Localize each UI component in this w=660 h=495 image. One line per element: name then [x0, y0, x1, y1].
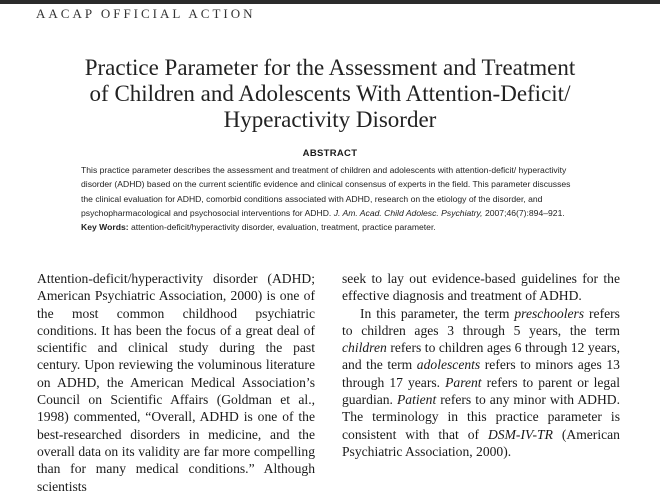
definitions-paragraph: In this parameter, the term preschoolers refers to children ages 3 through 5 years, the term children refers to children ages 6 through 12 years, and the term adolescents refers to minors ages 13 through 17 years. Parent refers to parent or legal guardian. Patient refers to any minor with ADHD. The terminology in this practice parameter is consistent with that of DSM-IV-TR (American Psychiatric Association, 2000). — [342, 305, 621, 459]
body-paragraph: seek to lay out evidence-based guidelines for the effective diagnosis and treatment of ADHD. — [342, 271, 620, 304]
header-rule — [0, 0, 660, 4]
title-line: Practice Parameter for the Assessment and Treatment — [84, 55, 576, 80]
abstract-text — [81, 163, 581, 234]
body-paragraph: Attention-deficit/hyperactivity disorder (ADHD; American Psychiatric Association, 2000) is one of the most common childhood psychiatric conditions. It has been the focus of a great deal of scientific and clinical study during the past century. Upon reviewing the voluminous literature on ADHD, the American Medical Association’s Council on Scientific Affairs (Goldman et al., 1998) commented, “Overall, ADHD is one of the best-researched disorders in medicine, and the overall data on its validity are far more compelling than for many medical conditions.” Although scientists — [37, 271, 315, 494]
term: children — [342, 340, 387, 356]
title-line: of Children and Adolescents With Attention-Deficit/ — [89, 81, 571, 106]
abstract-heading: ABSTRACT — [302, 148, 358, 159]
journal-citation: J. Am. Acad. Child Adolesc. Psychiatry, — [333, 207, 483, 218]
term: preschoolers — [514, 305, 585, 321]
term: Parent — [445, 374, 482, 390]
keywords-text: attention-deficit/hyperactivity disorder, evaluation, treatment, practice parameter. — [130, 222, 436, 233]
article-title — [40, 55, 620, 133]
keywords-label: Key Words: — [81, 222, 129, 233]
body-column-right — [342, 270, 620, 460]
term: Patient — [396, 392, 437, 408]
term: adolescents — [416, 357, 481, 373]
title-line: Hyperactivity Disorder — [223, 107, 437, 132]
body-column-left — [37, 270, 315, 495]
abstract-main: This practice parameter describes the assessment and treatment of children and adolescents with attention-deficit/ hyperactivity disorder (ADHD) based on the current scientific evidence and clinical consensus of experts in the field. This parameter discusses the clinical evaluation for ADHD, comorbid conditions associated with ADHD, research on the etiology of the disorder, and psychopharmacological and psychosocial interventions for ADHD. — [81, 165, 571, 218]
citation-details: 2007;46(7):894–921. — [484, 207, 565, 218]
section-label: AACAP OFFICIAL ACTION — [36, 6, 256, 21]
manual-title: DSM-IV-TR — [487, 426, 553, 442]
